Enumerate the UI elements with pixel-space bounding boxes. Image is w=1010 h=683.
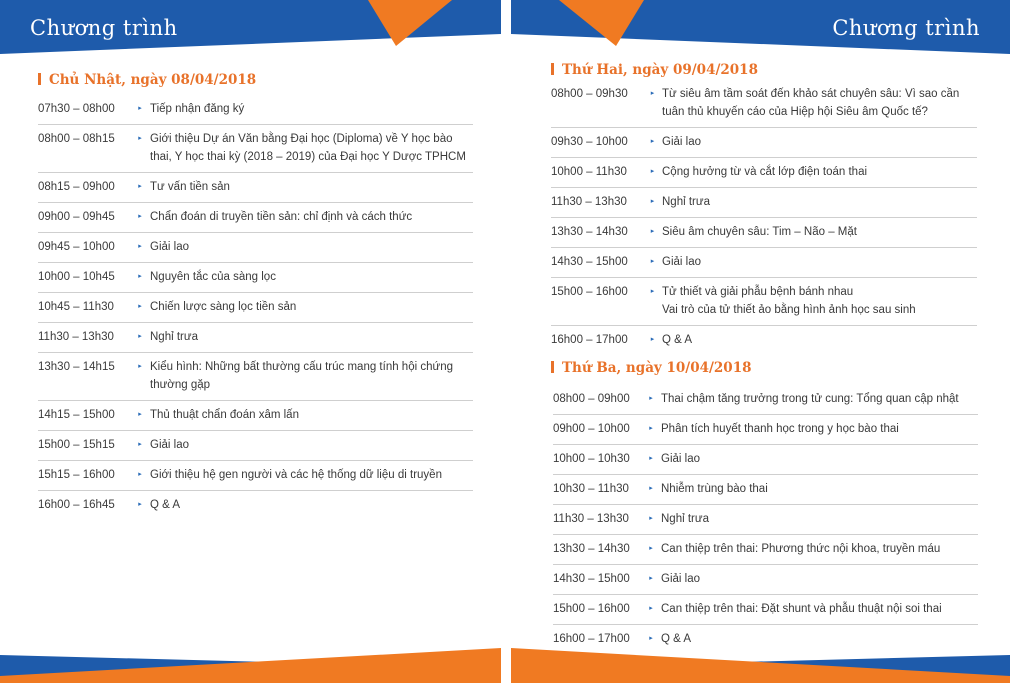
schedule-table-monday xyxy=(551,80,977,355)
session-time: 10h00 – 10h45 xyxy=(38,271,115,283)
schedule-row xyxy=(553,535,978,565)
session-title: Phân tích huyết thanh học trong y học bào thai xyxy=(661,423,899,435)
bullet-arrow-icon: ▸ xyxy=(650,288,655,295)
right-page-title: Chương trình xyxy=(832,16,980,40)
bullet-arrow-icon: ▸ xyxy=(138,471,142,478)
heading-marker xyxy=(551,361,554,373)
bullet-arrow-icon: ▸ xyxy=(649,575,653,582)
session-time: 16h00 – 16h45 xyxy=(38,499,115,511)
bullet-arrow-icon: ▸ xyxy=(649,425,653,432)
session-time: 13h30 – 14h15 xyxy=(38,361,115,373)
session-title: Từ siêu âm tầm soát đến khảo sát chuyên sâu: Vì sao cần tuân thủ khuyến cáo của Hiệp hội Siêu âm Quốc tế? xyxy=(662,88,960,118)
session-title: Q & A xyxy=(662,334,693,346)
schedule-row xyxy=(38,233,473,263)
session-time: 11h30 – 13h30 xyxy=(553,513,629,525)
session-time: 09h45 – 10h00 xyxy=(38,241,115,253)
session-time: 10h00 – 10h30 xyxy=(553,453,630,465)
session-title: Kiểu hình: Những bất thường cấu trúc mang tính hội chứng thường gặp xyxy=(150,361,453,391)
schedule-row xyxy=(551,158,977,188)
session-title: Can thiệp trên thai: Phương thức nội khoa, truyền máu xyxy=(661,543,941,555)
schedule-row xyxy=(38,263,473,293)
schedule-row xyxy=(553,595,978,625)
session-title: Giải lao xyxy=(661,573,700,585)
session-title: Cộng hưởng từ và cắt lớp điện toán thai xyxy=(662,166,868,178)
schedule-row xyxy=(551,218,977,248)
session-time: 16h00 – 17h00 xyxy=(553,633,630,645)
bullet-arrow-icon: ▸ xyxy=(649,455,653,462)
bullet-arrow-icon: ▸ xyxy=(138,135,142,142)
schedule-row xyxy=(553,565,978,595)
schedule-row xyxy=(553,445,978,475)
bullet-arrow-icon: ▸ xyxy=(138,441,142,448)
session-time: 09h00 – 10h00 xyxy=(553,423,630,435)
schedule-row xyxy=(38,353,473,401)
day-heading-monday xyxy=(551,62,758,78)
session-time: 16h00 – 17h00 xyxy=(551,334,628,346)
session-time: 15h00 – 16h00 xyxy=(551,286,628,298)
session-time: 14h30 – 15h00 xyxy=(553,573,630,585)
schedule-row xyxy=(38,401,473,431)
session-time: 08h00 – 09h30 xyxy=(551,88,628,100)
day-heading-label: Chủ Nhật, ngày 08/04/2018 xyxy=(49,72,257,88)
bullet-arrow-icon: ▸ xyxy=(138,411,142,418)
day-heading-label: Thứ Hai, ngày 09/04/2018 xyxy=(562,62,758,78)
bullet-arrow-icon: ▸ xyxy=(138,243,142,250)
bullet-arrow-icon: ▸ xyxy=(649,635,653,642)
session-time: 09h00 – 09h45 xyxy=(38,211,115,223)
session-time: 10h00 – 11h30 xyxy=(551,166,627,178)
schedule-row xyxy=(551,80,977,128)
bullet-arrow-icon: ▸ xyxy=(138,303,142,310)
session-title: Giới thiệu Dự án Văn bằng Đại học (Diploma) về Y học bào thai, Y học thai kỳ (2018 – 2019) của Đại học Y Dược TPHCM xyxy=(150,133,466,163)
bullet-arrow-icon: ▸ xyxy=(649,545,653,552)
session-time: 07h30 – 08h00 xyxy=(38,103,115,115)
session-title: Nghỉ trưa xyxy=(150,331,198,343)
bullet-arrow-icon: ▸ xyxy=(138,213,142,220)
schedule-row xyxy=(551,278,977,326)
session-time: 08h00 – 09h00 xyxy=(553,393,630,405)
schedule-row xyxy=(38,293,473,323)
session-time: 13h30 – 14h30 xyxy=(553,543,630,555)
bullet-arrow-icon: ▸ xyxy=(650,258,655,265)
session-title: Giải lao xyxy=(150,241,189,253)
bullet-arrow-icon: ▸ xyxy=(138,273,142,280)
session-time: 08h00 – 08h15 xyxy=(38,133,115,145)
session-time: 15h15 – 16h00 xyxy=(38,469,115,481)
schedule-row xyxy=(553,625,978,654)
session-title: Nghỉ trưa xyxy=(661,513,709,525)
schedule-row xyxy=(553,505,978,535)
session-title: Giải lao xyxy=(662,256,701,268)
session-time: 11h30 – 13h30 xyxy=(38,331,114,343)
session-title: Thai chậm tăng trưởng trong tử cung: Tổng quan cập nhật xyxy=(661,393,959,405)
schedule-table-tuesday xyxy=(553,385,978,654)
schedule-row xyxy=(38,323,473,353)
session-time: 15h00 – 16h00 xyxy=(553,603,630,615)
bullet-arrow-icon: ▸ xyxy=(650,198,655,205)
schedule-row xyxy=(38,203,473,233)
schedule-row xyxy=(553,385,978,415)
session-time: 15h00 – 15h15 xyxy=(38,439,115,451)
session-title: Nhiễm trùng bào thai xyxy=(661,483,768,495)
session-title: Tiếp nhận đăng ký xyxy=(150,103,245,115)
session-title: Tư vấn tiền sản xyxy=(150,181,230,193)
bullet-arrow-icon: ▸ xyxy=(138,363,142,370)
schedule-row xyxy=(38,173,473,203)
session-title: Can thiệp trên thai: Đặt shunt và phẫu thuật nội soi thai xyxy=(661,603,942,615)
session-title: Siêu âm chuyên sâu: Tim – Não – Mặt xyxy=(662,226,857,238)
bullet-arrow-icon: ▸ xyxy=(650,336,655,343)
session-time: 10h30 – 11h30 xyxy=(553,483,629,495)
session-time: 14h15 – 15h00 xyxy=(38,409,115,421)
session-time: 14h30 – 15h00 xyxy=(551,256,628,268)
schedule-row xyxy=(38,95,473,125)
schedule-row xyxy=(551,248,977,278)
bullet-arrow-icon: ▸ xyxy=(650,228,655,235)
day-heading-label: Thứ Ba, ngày 10/04/2018 xyxy=(562,360,752,376)
schedule-row xyxy=(38,125,473,173)
session-title: Thủ thuật chẩn đoán xâm lấn xyxy=(150,409,299,421)
heading-marker xyxy=(551,63,554,75)
left-page xyxy=(0,0,501,683)
bullet-arrow-icon: ▸ xyxy=(650,138,655,145)
session-title: Nghỉ trưa xyxy=(662,196,710,208)
left-page-title: Chương trình xyxy=(30,16,178,40)
heading-marker xyxy=(38,73,41,85)
bullet-arrow-icon: ▸ xyxy=(650,168,655,175)
page-gutter xyxy=(501,0,511,683)
session-title: Giới thiệu hệ gen người và các hệ thống dữ liệu di truyền xyxy=(150,469,442,481)
session-title: Tử thiết và giải phẫu bệnh bánh nhau Vai trò của tử thiết ảo bằng hình ảnh học sau sinh xyxy=(662,286,916,316)
session-time: 10h45 – 11h30 xyxy=(38,301,114,313)
bullet-arrow-icon: ▸ xyxy=(649,485,653,492)
schedule-row xyxy=(38,431,473,461)
right-page xyxy=(511,0,1010,683)
schedule-row xyxy=(38,461,473,491)
session-title: Giải lao xyxy=(662,136,701,148)
day-heading-tuesday xyxy=(551,360,752,376)
session-time: 13h30 – 14h30 xyxy=(551,226,628,238)
session-title: Nguyên tắc của sàng lọc xyxy=(150,271,276,283)
session-time: 11h30 – 13h30 xyxy=(551,196,627,208)
day-heading-sunday xyxy=(38,72,256,88)
bullet-arrow-icon: ▸ xyxy=(138,183,142,190)
session-time: 08h15 – 09h00 xyxy=(38,181,115,193)
session-title: Giải lao xyxy=(661,453,700,465)
bullet-arrow-icon: ▸ xyxy=(138,501,142,508)
schedule-table-sunday xyxy=(38,95,473,520)
bullet-arrow-icon: ▸ xyxy=(649,605,653,612)
bullet-arrow-icon: ▸ xyxy=(649,515,653,522)
session-title: Chiến lược sàng lọc tiền sản xyxy=(150,301,297,313)
schedule-row xyxy=(553,475,978,505)
schedule-row xyxy=(551,128,977,158)
bullet-arrow-icon: ▸ xyxy=(650,90,655,97)
schedule-row xyxy=(553,415,978,445)
schedule-row xyxy=(551,188,977,218)
bullet-arrow-icon: ▸ xyxy=(138,333,142,340)
session-title: Giải lao xyxy=(150,439,189,451)
bullet-arrow-icon: ▸ xyxy=(138,105,142,112)
schedule-row xyxy=(38,491,473,520)
session-title: Q & A xyxy=(661,633,692,645)
session-title: Chẩn đoán di truyền tiền sản: chỉ định và cách thức xyxy=(150,211,413,223)
schedule-row xyxy=(551,326,977,355)
bullet-arrow-icon: ▸ xyxy=(649,395,653,402)
session-time: 09h30 – 10h00 xyxy=(551,136,628,148)
session-title: Q & A xyxy=(150,499,181,511)
